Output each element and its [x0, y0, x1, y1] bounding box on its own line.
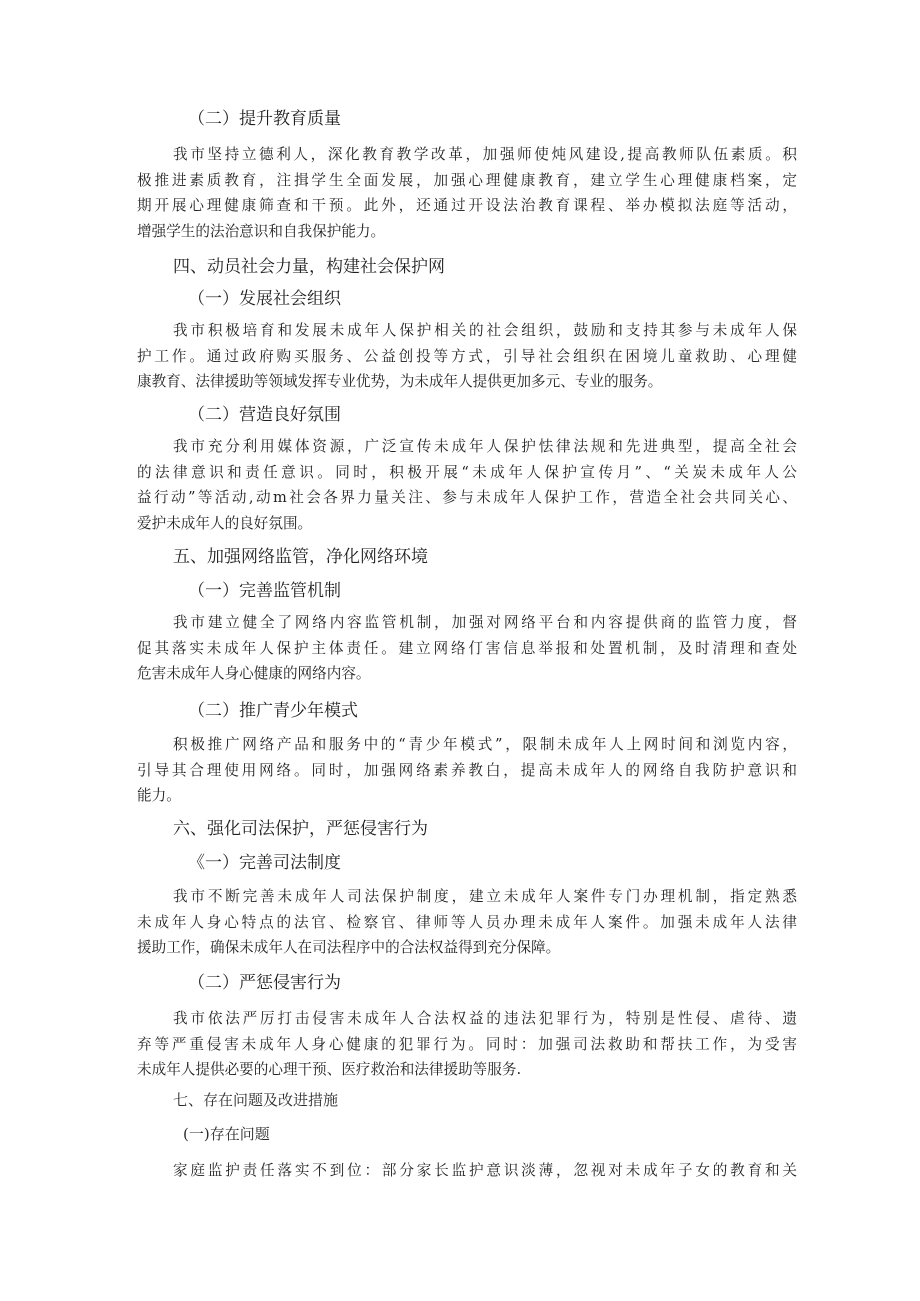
heading-improve-judicial-system: 《一）完善司法制度 — [188, 853, 341, 873]
heading-problems-and-improvements: 七、存在问题及改进措施 — [173, 1091, 339, 1109]
text-line: 我市不断完善未成年人司法保护制度，建立未成年人案件专门办理机制，指定熟悉 — [173, 888, 797, 905]
text-line: 家庭监护责任落实不到位：部分家长监护意识淡薄，忽视对未成年子女的教育和关 — [173, 1162, 797, 1179]
paragraph-promote-youth-mode — [137, 732, 797, 809]
paragraph-existing-problems — [137, 1158, 797, 1184]
paragraph-punish-infringement — [137, 1006, 797, 1083]
heading-strengthen-judicial-protection: 六、强化司法保护，严惩侵害行为 — [173, 819, 428, 839]
text-line: 我市充分利用媒体资源，广泛宣传未成年人保护怯律法规和先进典型，提高全社会 — [173, 438, 797, 455]
text-line: 爱护未成年人的良好氛围。 — [137, 514, 313, 532]
heading-improve-education-quality: （二）提升教育质量 — [188, 109, 341, 129]
text-line: 护工作。通过政府购买服务、公益创投等方式，引导社会组织在困境儿童救助、心理健 — [137, 347, 797, 365]
text-line: 未成年人提供必要的心理干预、医疗救治和法律援助等服务. — [137, 1061, 522, 1078]
text-line: 引导其合理使用网络。同时，加强网络素养教白，提高未成年人的网络自我防护意识和 — [137, 761, 797, 779]
text-line: 未成年人身心特点的法官、检察官、律师等人员办理未成年人案件。加强未成年人法律 — [137, 913, 797, 931]
heading-develop-social-organizations: （一）发展社会组织 — [188, 289, 341, 309]
paragraph-create-good-atmosphere — [137, 434, 797, 536]
paragraph-improve-judicial-system — [137, 884, 797, 961]
paragraph-improve-supervision-mechanism — [137, 610, 797, 687]
text-line: 的法律意识和责任意识。同时，积极开展“未成年人保护宣传月”、“关炭未成年人公 — [137, 463, 797, 481]
text-line: 我市建立健全了网络内容监管机制，加强对网络平台和内容提供商的监管力度，督 — [173, 614, 797, 631]
text-line: 益行动”等活动,动m社会各界力量关注、参与未成年人保护工作，营造全社会共同关心、 — [137, 489, 797, 506]
text-line: 援助工作，确保未成年人在司法程序中的合法权益得到充分保障。 — [137, 939, 561, 956]
heading-promote-youth-mode: （二）推广青少年模式 — [188, 701, 358, 721]
heading-improve-supervision-mechanism: （一）完善监管机制 — [188, 581, 341, 601]
text-line: 增强学生的法治意识和自我保护能力。 — [137, 222, 386, 240]
text-line: 危害未成年人身心健康的网络内容。 — [137, 665, 371, 682]
text-line: 期开展心理健康筛查和干预。此外，还通过开设法治教育课程、举办模拟法庭等活动， — [137, 197, 797, 214]
text-line: 康教育、法律援助等领域发挥专业优势，为未成年人提供更加多元、专业的服务。 — [137, 373, 663, 390]
text-line: 我市积极培育和发展未成年人保护相关的社会组织，鼓励和支持其参与未成年人保 — [173, 322, 797, 339]
text-line: 积极推广网络产品和服务中的“青少年模式”，限制未成年人上网时间和浏览内容， — [173, 736, 797, 753]
text-line: 促其落实未成年人保护主体责任。建立网络仃害信息举报和处置机制，及时清理和查处 — [137, 639, 797, 657]
text-line: 我市依法严厉打击侵害未成年人合法权益的违法犯罪行为，特别是性侵、虐待、遗 — [173, 1010, 797, 1027]
heading-punish-infringement: （二）严惩侵害行为 — [188, 973, 341, 993]
text-line: 弃等严重侵害未成年人身心健康的犯罪行为。同时：加强司法救助和帮扶工作，为受害 — [137, 1035, 797, 1053]
heading-existing-problems: (一)存在问题 — [183, 1125, 270, 1143]
text-line: 极推进素质教育，注揖学生全面发展，加强心理健康教育，建立学生心理健康档案，定 — [137, 171, 797, 189]
heading-mobilize-social-forces: 四、动员社会力量，构建社会保护网 — [173, 257, 445, 277]
paragraph-develop-social-organizations — [137, 318, 797, 395]
paragraph-improve-education-quality — [137, 142, 797, 244]
text-line: 能力。 — [137, 787, 181, 804]
text-line: 我市坚持立德利人，深化教育教学改革，加强师使炖风建设,提高教师队伍素质。积 — [173, 146, 797, 163]
heading-strengthen-network-supervision: 五、加强网络监管，净化网络环境 — [173, 547, 428, 567]
heading-create-good-atmosphere: （二）营造良好氛围 — [188, 405, 341, 425]
